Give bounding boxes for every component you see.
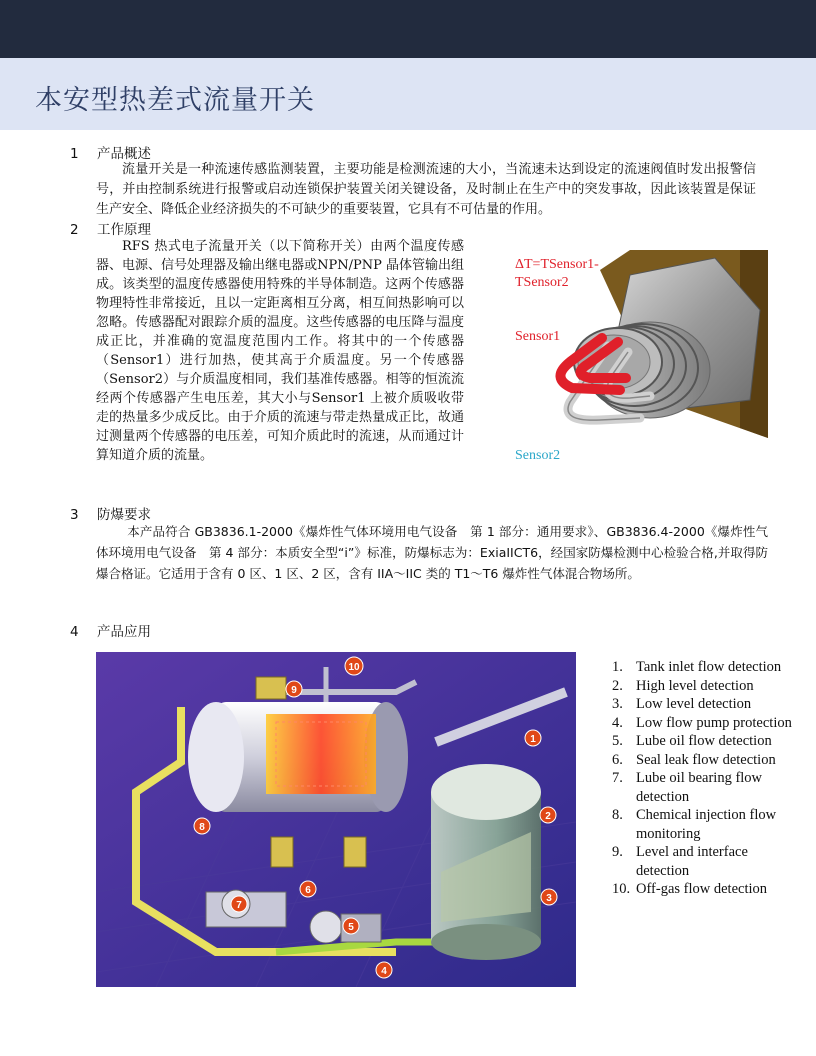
- list-item: 3. Low level detection: [612, 696, 752, 712]
- title-band: [0, 58, 816, 130]
- list-item: 5. Lube oil flow detection: [612, 733, 772, 749]
- sensor-figure: [510, 250, 768, 470]
- list-item: 9. Level and interface detection: [612, 844, 748, 879]
- marker-6: [300, 881, 316, 897]
- list-item: 1. Tank inlet flow detection: [612, 659, 782, 675]
- section-1-heading: 1 产品概述: [70, 146, 151, 162]
- svg-text:10: 10: [348, 662, 360, 673]
- marker-3: [541, 889, 557, 905]
- marker-1: [525, 730, 541, 746]
- svg-text:1: 1: [530, 734, 536, 745]
- section-2-heading: 2 工作原理: [70, 222, 151, 238]
- sensor1-label: Sensor1: [515, 329, 561, 344]
- list-item: 8. Chemical injection flow monitoring: [612, 807, 777, 842]
- list-item: 10. Off-gas flow detection: [612, 881, 767, 897]
- list-item: 2. High level detection: [612, 677, 754, 694]
- list-item: 6. Seal leak flow detection: [612, 751, 776, 768]
- list-item: 7. Lube oil bearing flow detection: [612, 770, 763, 805]
- marker-10: [345, 657, 363, 675]
- section-3-heading: 3 防爆要求: [70, 507, 151, 523]
- plant-illustration: [96, 652, 576, 987]
- svg-text:7: 7: [236, 900, 242, 911]
- top-banner: [0, 0, 816, 58]
- sensor2-label: Sensor2: [515, 448, 561, 463]
- section-1-text: 流量开关是一种流速传感监测装置，主要功能是检测流速的大小，当流速未达到设定的流速阀值时发出报警信号，并由控制系统进行报警或启动连锁保护装置关闭关键设备，及时制止在生产中的突发事故，因此该装置是保证生产安全、降低企业经济损失的不可缺少的重要装置，它具有不可估量的作用。: [96, 162, 756, 217]
- marker-7: [231, 896, 247, 912]
- marker-2: [540, 807, 556, 823]
- horizontal-tank: [188, 702, 408, 812]
- delta-t-label-1: ΔT=TSensor1-: [515, 257, 599, 272]
- list-item: 4. Low flow pump protection: [612, 714, 792, 731]
- section-3-text: 本产品符合 GB3836.1-2000《爆炸性气体环境用电气设备 第 1 部分：通用要求》、GB3836.4-2000《爆炸性气体环境用电气设备 第 4 部分：本质安全型“i”》标准，防爆标志为：ExiaIICT6，经国家防爆检测中心检验合格,并取得防爆合格证。它适用于含有 0 区、1 区、2 区，含有 IIA～IIC 类的 T1～T6 爆炸性气体混合物场所。: [96, 524, 768, 581]
- marker-4: [376, 962, 392, 978]
- applications-list: [612, 658, 792, 899]
- svg-text:5: 5: [348, 922, 354, 933]
- svg-text:9: 9: [291, 685, 297, 696]
- svg-text:8: 8: [199, 822, 205, 833]
- section-2-text: RFS 热式电子流量开关（以下简称开关）由两个温度传感器、电源、信号处理器及输出继电器或NPN/PNP 晶体管输出组成。该类型的温度传感器使用特殊的半导体制造。这两个传感器物理特性非常接近，且以一定距离相互分离，相互间热影响可以忽略。传感器配对跟踪介质的温度。这些传感器的电压降与温度成正比，并准确的宽温度范围内工作。将其中的一个传感器（Sensor1）进行加热，使其高于介质温度。另一个传感器（Sensor2）与介质温度相同，我们基准传感器。相等的恒流流经两个传感器产生电压差，其大小与Sensor1 上被介质吸收带走的热量多少成反比。由于介质的流速与带走热量成正比，故通过测量两个传感器的电压差，可知介质此时的流速，从而通过计算知道介质的流量。: [96, 239, 464, 463]
- section-4-heading: 4 产品应用: [70, 624, 151, 640]
- svg-text:4: 4: [381, 966, 387, 977]
- svg-text:2: 2: [545, 811, 551, 822]
- delta-t-label-2: TSensor2: [515, 275, 569, 290]
- vertical-vessel: [431, 764, 541, 960]
- page-title: 本安型热差式流量开关: [35, 85, 315, 116]
- marker-9: [286, 681, 302, 697]
- svg-text:6: 6: [305, 885, 311, 896]
- marker-8: [194, 818, 210, 834]
- svg-text:3: 3: [546, 893, 552, 904]
- marker-5: [343, 918, 359, 934]
